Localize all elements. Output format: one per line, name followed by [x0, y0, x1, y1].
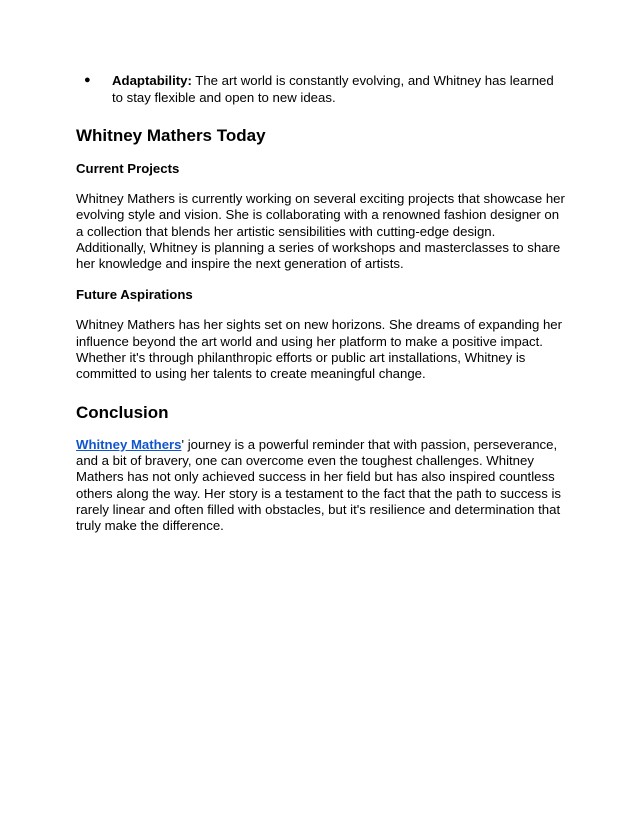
paragraph-future-aspirations: Whitney Mathers has her sights set on new horizons. She dreams of expanding her influence beyond the art world and using her platform to make a positive impact. Whether it's through philanthropic efforts or public art installations, Whitney is committed to using her talents to create meaningful change.: [76, 317, 562, 382]
heading-conclusion: Conclusion: [76, 402, 169, 422]
bullet-dot-icon: ●: [84, 74, 91, 86]
bullet-body: The art world is constantly evolving, and Whitney has learned to stay flexible and open to new ideas.: [112, 73, 554, 105]
heading-whitney-mathers-today: Whitney Mathers Today: [76, 126, 266, 145]
bullet-text: [112, 72, 568, 106]
bullet-label: Adaptability:: [112, 73, 192, 88]
heading-current-projects: Current Projects: [76, 161, 180, 176]
paragraph-conclusion: [76, 437, 568, 535]
conclusion-body: ' journey is a powerful reminder that with passion, perseverance, and a bit of bravery, one can overcome even the toughest challenges. Whitney Mathers has not only achieved success in her field but has also inspired countless others along the way. Her story is a testament to the fact that the path to success is rarely linear and often filled with obstacles, but it's resilience and determination that truly make the difference.: [76, 436, 562, 534]
heading-future-aspirations: Future Aspirations: [76, 287, 193, 303]
whitney-mathers-link[interactable]: Whitney Mathers: [76, 436, 182, 452]
paragraph-current-projects: Whitney Mathers is currently working on several exciting projects that showcase her evolving style and vision. She is collaborating with a renowned fashion designer on a collection that blends her artistic sensibilities with cutting-edge design. Additionally, Whitney is planning a series of workshops and masterclasses to share her knowledge and inspire the next generation of artists.: [76, 191, 565, 272]
bullet-item-adaptability: [84, 72, 568, 106]
